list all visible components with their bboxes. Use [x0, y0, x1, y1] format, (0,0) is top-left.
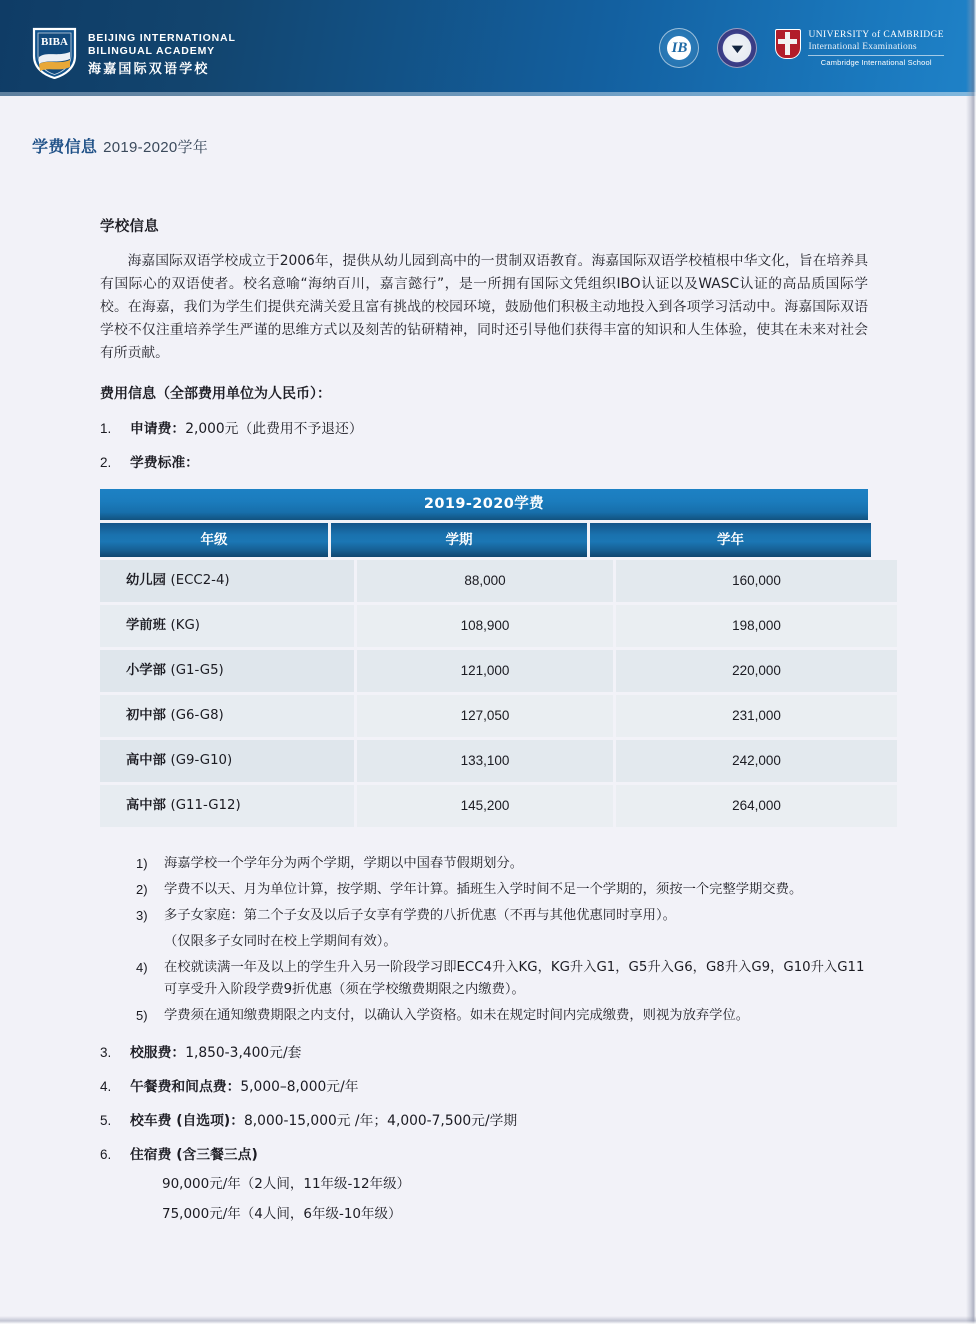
page-title [32, 134, 976, 157]
column-header-semester: 学期 [331, 523, 587, 557]
cell-grade [100, 560, 354, 602]
school-name-cn: 海嘉国际双语学校 [88, 61, 210, 77]
tuition-table-header-row [100, 523, 868, 557]
cell-semester-fee: 88,000 [357, 560, 613, 602]
grade-code: (G11-G12) [170, 798, 241, 813]
cell-year-fee: 160,000 [616, 560, 897, 602]
note-text: 学费不以天、月为单位计算，按学期、学年计算。插班生入学时间不足一个学期的，须按一个完整学期交费。 [164, 882, 803, 897]
grade-name: 高中部 [126, 798, 166, 813]
note-number: 2) [136, 882, 148, 897]
table-row [100, 605, 868, 647]
cell-year-fee: 242,000 [616, 740, 897, 782]
fee-number: 4. [100, 1079, 112, 1094]
tuition-notes-list [136, 853, 876, 1027]
cell-grade [100, 785, 354, 827]
page-bottom-edge-shadow [0, 1316, 976, 1324]
fee-label: 校车费 (自选项)： [130, 1113, 244, 1129]
grade-code: (ECC2-4) [170, 573, 230, 588]
page-title-main: 学费信息 [32, 137, 98, 156]
fee-item-uniform [100, 1041, 936, 1061]
cambridge-logo-icon [775, 29, 944, 68]
fee-value: 1,850-3,400元/套 [185, 1045, 302, 1061]
boarding-fee-details [162, 1169, 936, 1229]
cell-semester-fee: 145,200 [357, 785, 613, 827]
fee-item-boarding [100, 1143, 936, 1163]
note-number: 5) [136, 1008, 148, 1023]
school-name-block [88, 30, 236, 76]
cambridge-text-block [808, 29, 944, 68]
note-text: 海嘉学校一个学年分为两个学期，学期以中国春节假期划分。 [164, 856, 524, 871]
fee-item-bus [100, 1109, 936, 1129]
cambridge-line1: UNIVERSITY of CAMBRIDGE [808, 29, 944, 40]
note-number: 1) [136, 856, 148, 871]
section-heading-school-info: 学校信息 [100, 219, 159, 235]
cambridge-line3: Cambridge International School [820, 57, 932, 67]
svg-text:BIBA: BIBA [41, 36, 68, 48]
fee-number: 1. [100, 421, 112, 436]
note-subtext: （仅限多子女同时在校上学期间有效）。 [164, 934, 397, 949]
cambridge-crest-icon [775, 29, 801, 59]
list-item [136, 905, 876, 927]
cell-semester-fee: 127,050 [357, 695, 613, 737]
cell-semester-fee: 108,900 [357, 605, 613, 647]
cell-grade [100, 740, 354, 782]
note-number: 4) [136, 960, 148, 975]
note-number: 3) [136, 908, 148, 923]
grade-name: 小学部 [126, 663, 166, 678]
list-item [136, 879, 876, 901]
table-row [100, 695, 868, 737]
grade-name: 幼儿园 [126, 573, 166, 588]
column-header-grade: 年级 [100, 523, 328, 557]
grade-code: (G9-G10) [170, 753, 233, 768]
accreditation-logos [659, 28, 944, 68]
boarding-line: 75,000元/年（4人间，6年级-10年级） [162, 1206, 402, 1222]
wasc-bird-glyph: ▼ [727, 40, 748, 56]
fee-number: 2. [100, 455, 112, 470]
fees-heading: 费用信息（全部费用单位为人民币）： [100, 386, 331, 402]
note-text: 在校就读满一年及以上的学生升入另一阶段学习即ECC4升入KG，KG升入G1，G5升入G6，G8升入G9，G10升入G11可享受升入阶段学费9折优惠（须在学校缴费期限之内缴费）。 [164, 960, 865, 997]
table-row [100, 740, 868, 782]
wasc-logo-icon [717, 28, 757, 68]
fee-number: 3. [100, 1045, 112, 1060]
cell-semester-fee: 133,100 [357, 740, 613, 782]
grade-code: (G1-G5) [170, 663, 224, 678]
cambridge-divider [808, 55, 944, 56]
note-text: 多子女家庭：第二个子女及以后子女享有学费的八折优惠（不再与其他优惠同时享用）。 [164, 908, 676, 923]
school-info-paragraph: 海嘉国际双语学校成立于2006年，提供从幼儿园到高中的一贯制双语教育。海嘉国际双语学校植根中华文化，旨在培养具有国际心的双语使者。校名意喻“海纳百川，嘉言懿行”，是一所拥有国际文凭组织IBO认证以及WASC认证的高品质国际学校。在海嘉，我们为学生们提供充满关爱且富有挑战的校园环境，鼓励他们积极主动地投入到各项学习活动中。海嘉国际双语学校不仅注重培养学生严谨的思维方式以及刻苦的钻研精神，同时还引导他们获得丰富的知识和人生体验，使其在未来对社会有所贡献。 [100, 253, 868, 361]
list-item [136, 1005, 876, 1027]
cell-grade [100, 650, 354, 692]
cell-semester-fee: 121,000 [357, 650, 613, 692]
grade-name: 初中部 [126, 708, 166, 723]
list-item [136, 853, 876, 875]
grade-code: (KG) [170, 618, 200, 633]
fee-item-application [100, 417, 936, 437]
grade-name: 高中部 [126, 753, 166, 768]
biba-shield-logo [32, 26, 77, 79]
tuition-table [100, 489, 868, 827]
note-text: 学费须在通知缴费期限之内支付，以确认入学资格。如未在规定时间内完成缴费，则视为放弃学位。 [164, 1008, 750, 1023]
boarding-line: 90,000元/年（2人间，11年级-12年级） [162, 1176, 411, 1192]
fee-value: 8,000-15,000元 /年；4,000-7,500元/学期 [244, 1113, 518, 1129]
cambridge-line2: International Examinations [808, 41, 917, 52]
cell-year-fee: 264,000 [616, 785, 897, 827]
grade-code: (G6-G8) [170, 708, 224, 723]
fee-label: 学费标准： [130, 455, 199, 471]
fee-label: 午餐费和间点费： [130, 1079, 241, 1095]
cell-year-fee: 231,000 [616, 695, 897, 737]
cell-year-fee: 220,000 [616, 650, 897, 692]
column-header-year: 学年 [590, 523, 871, 557]
table-row [100, 650, 868, 692]
fee-value: 5,000–8,000元/年 [240, 1079, 359, 1095]
site-header-banner [0, 0, 976, 96]
fee-label: 住宿费 (含三餐三点) [130, 1147, 258, 1163]
table-row [100, 560, 868, 602]
ib-logo-icon [659, 28, 699, 68]
table-row [100, 785, 868, 827]
fee-number: 6. [100, 1147, 112, 1162]
cell-grade [100, 695, 354, 737]
fee-label: 申请费： [130, 421, 186, 437]
list-item [136, 957, 876, 1001]
fee-number: 5. [100, 1113, 112, 1128]
page-title-year: 2019-2020学年 [103, 139, 209, 156]
fee-label: 校服费： [130, 1045, 186, 1061]
school-name-en-line2: BILINGUAL ACADEMY [88, 44, 216, 57]
ib-logo-monogram: IB [667, 36, 691, 60]
tuition-table-title: 2019-2020学费 [100, 489, 868, 520]
cell-year-fee: 198,000 [616, 605, 897, 647]
fee-item-tuition [100, 451, 936, 471]
document-content [0, 215, 976, 1229]
cell-grade [100, 605, 354, 647]
school-brand-lockup [32, 26, 236, 79]
fee-item-meals [100, 1075, 936, 1095]
fee-value: 2,000元（此费用不予退还） [185, 421, 363, 437]
school-name-en-line1: BEIJING INTERNATIONAL [88, 31, 236, 44]
grade-name: 学前班 [126, 618, 166, 633]
